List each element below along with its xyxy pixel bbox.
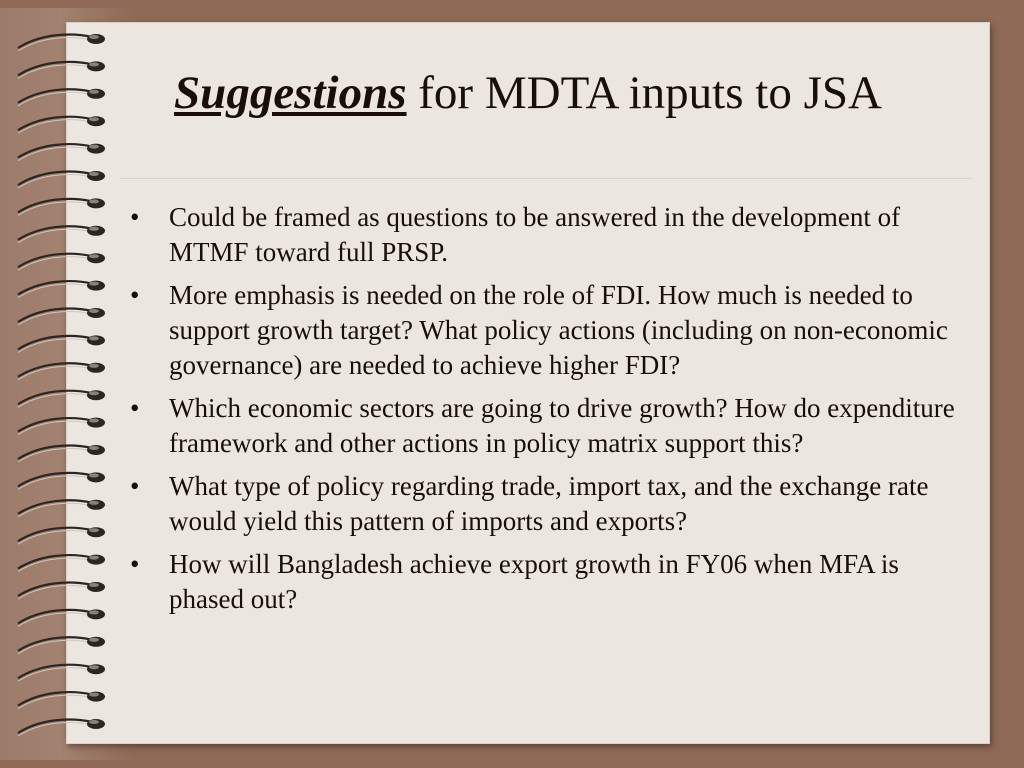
coil-ring	[18, 582, 105, 599]
bullet-text: More emphasis is needed on the role of FDI. How much is needed to support growth target? What policy actions (including on non-economic governance) are needed to achieve higher FDI?	[169, 280, 948, 380]
bullet-list	[124, 200, 974, 625]
coil-ring	[18, 198, 105, 215]
coil-ring	[18, 226, 105, 243]
bullet-item	[124, 469, 974, 539]
bullet-marker: •	[130, 471, 140, 501]
bullet-item	[124, 200, 974, 270]
coil-ring	[18, 692, 105, 709]
coil-ring	[18, 363, 105, 380]
coil-ring	[18, 308, 105, 325]
coil-ring	[18, 335, 105, 352]
slide-title	[66, 68, 990, 120]
bullet-text: How will Bangladesh achieve export growth in FY06 when MFA is phased out?	[169, 549, 899, 614]
bullet-item	[124, 391, 974, 461]
coil-ring	[18, 445, 105, 462]
bullet-marker: •	[130, 393, 140, 423]
coil-ring	[18, 719, 105, 736]
coil-ring	[18, 390, 105, 407]
coil-ring	[18, 555, 105, 572]
coil-ring	[18, 472, 105, 489]
coil-ring	[18, 664, 105, 681]
title-rest: for MDTA inputs to JSA	[406, 67, 882, 119]
coil-ring	[18, 144, 105, 161]
bullet-marker: •	[130, 202, 140, 232]
coil-ring	[18, 418, 105, 435]
bullet-text: Which economic sectors are going to drive growth? How do expenditure framework and other actions in policy matrix support this?	[169, 393, 955, 458]
coil-ring	[18, 34, 105, 51]
coil-ring	[18, 527, 105, 544]
coil-ring	[18, 609, 105, 626]
bullet-item	[124, 278, 974, 383]
bullet-marker: •	[130, 549, 140, 579]
coil-ring	[18, 253, 105, 270]
bullet-text: Could be framed as questions to be answered in the development of MTMF toward full PRSP.	[169, 202, 901, 267]
bullet-text: What type of policy regarding trade, import tax, and the exchange rate would yield this pattern of imports and exports?	[169, 471, 929, 536]
title-divider	[120, 178, 972, 179]
coil-ring	[18, 281, 105, 298]
coil-ring	[18, 637, 105, 654]
coil-ring	[18, 171, 105, 188]
bullet-item	[124, 547, 974, 617]
coil-ring	[18, 500, 105, 517]
bullet-marker: •	[130, 280, 140, 310]
title-emphasis: Suggestions	[174, 67, 407, 119]
